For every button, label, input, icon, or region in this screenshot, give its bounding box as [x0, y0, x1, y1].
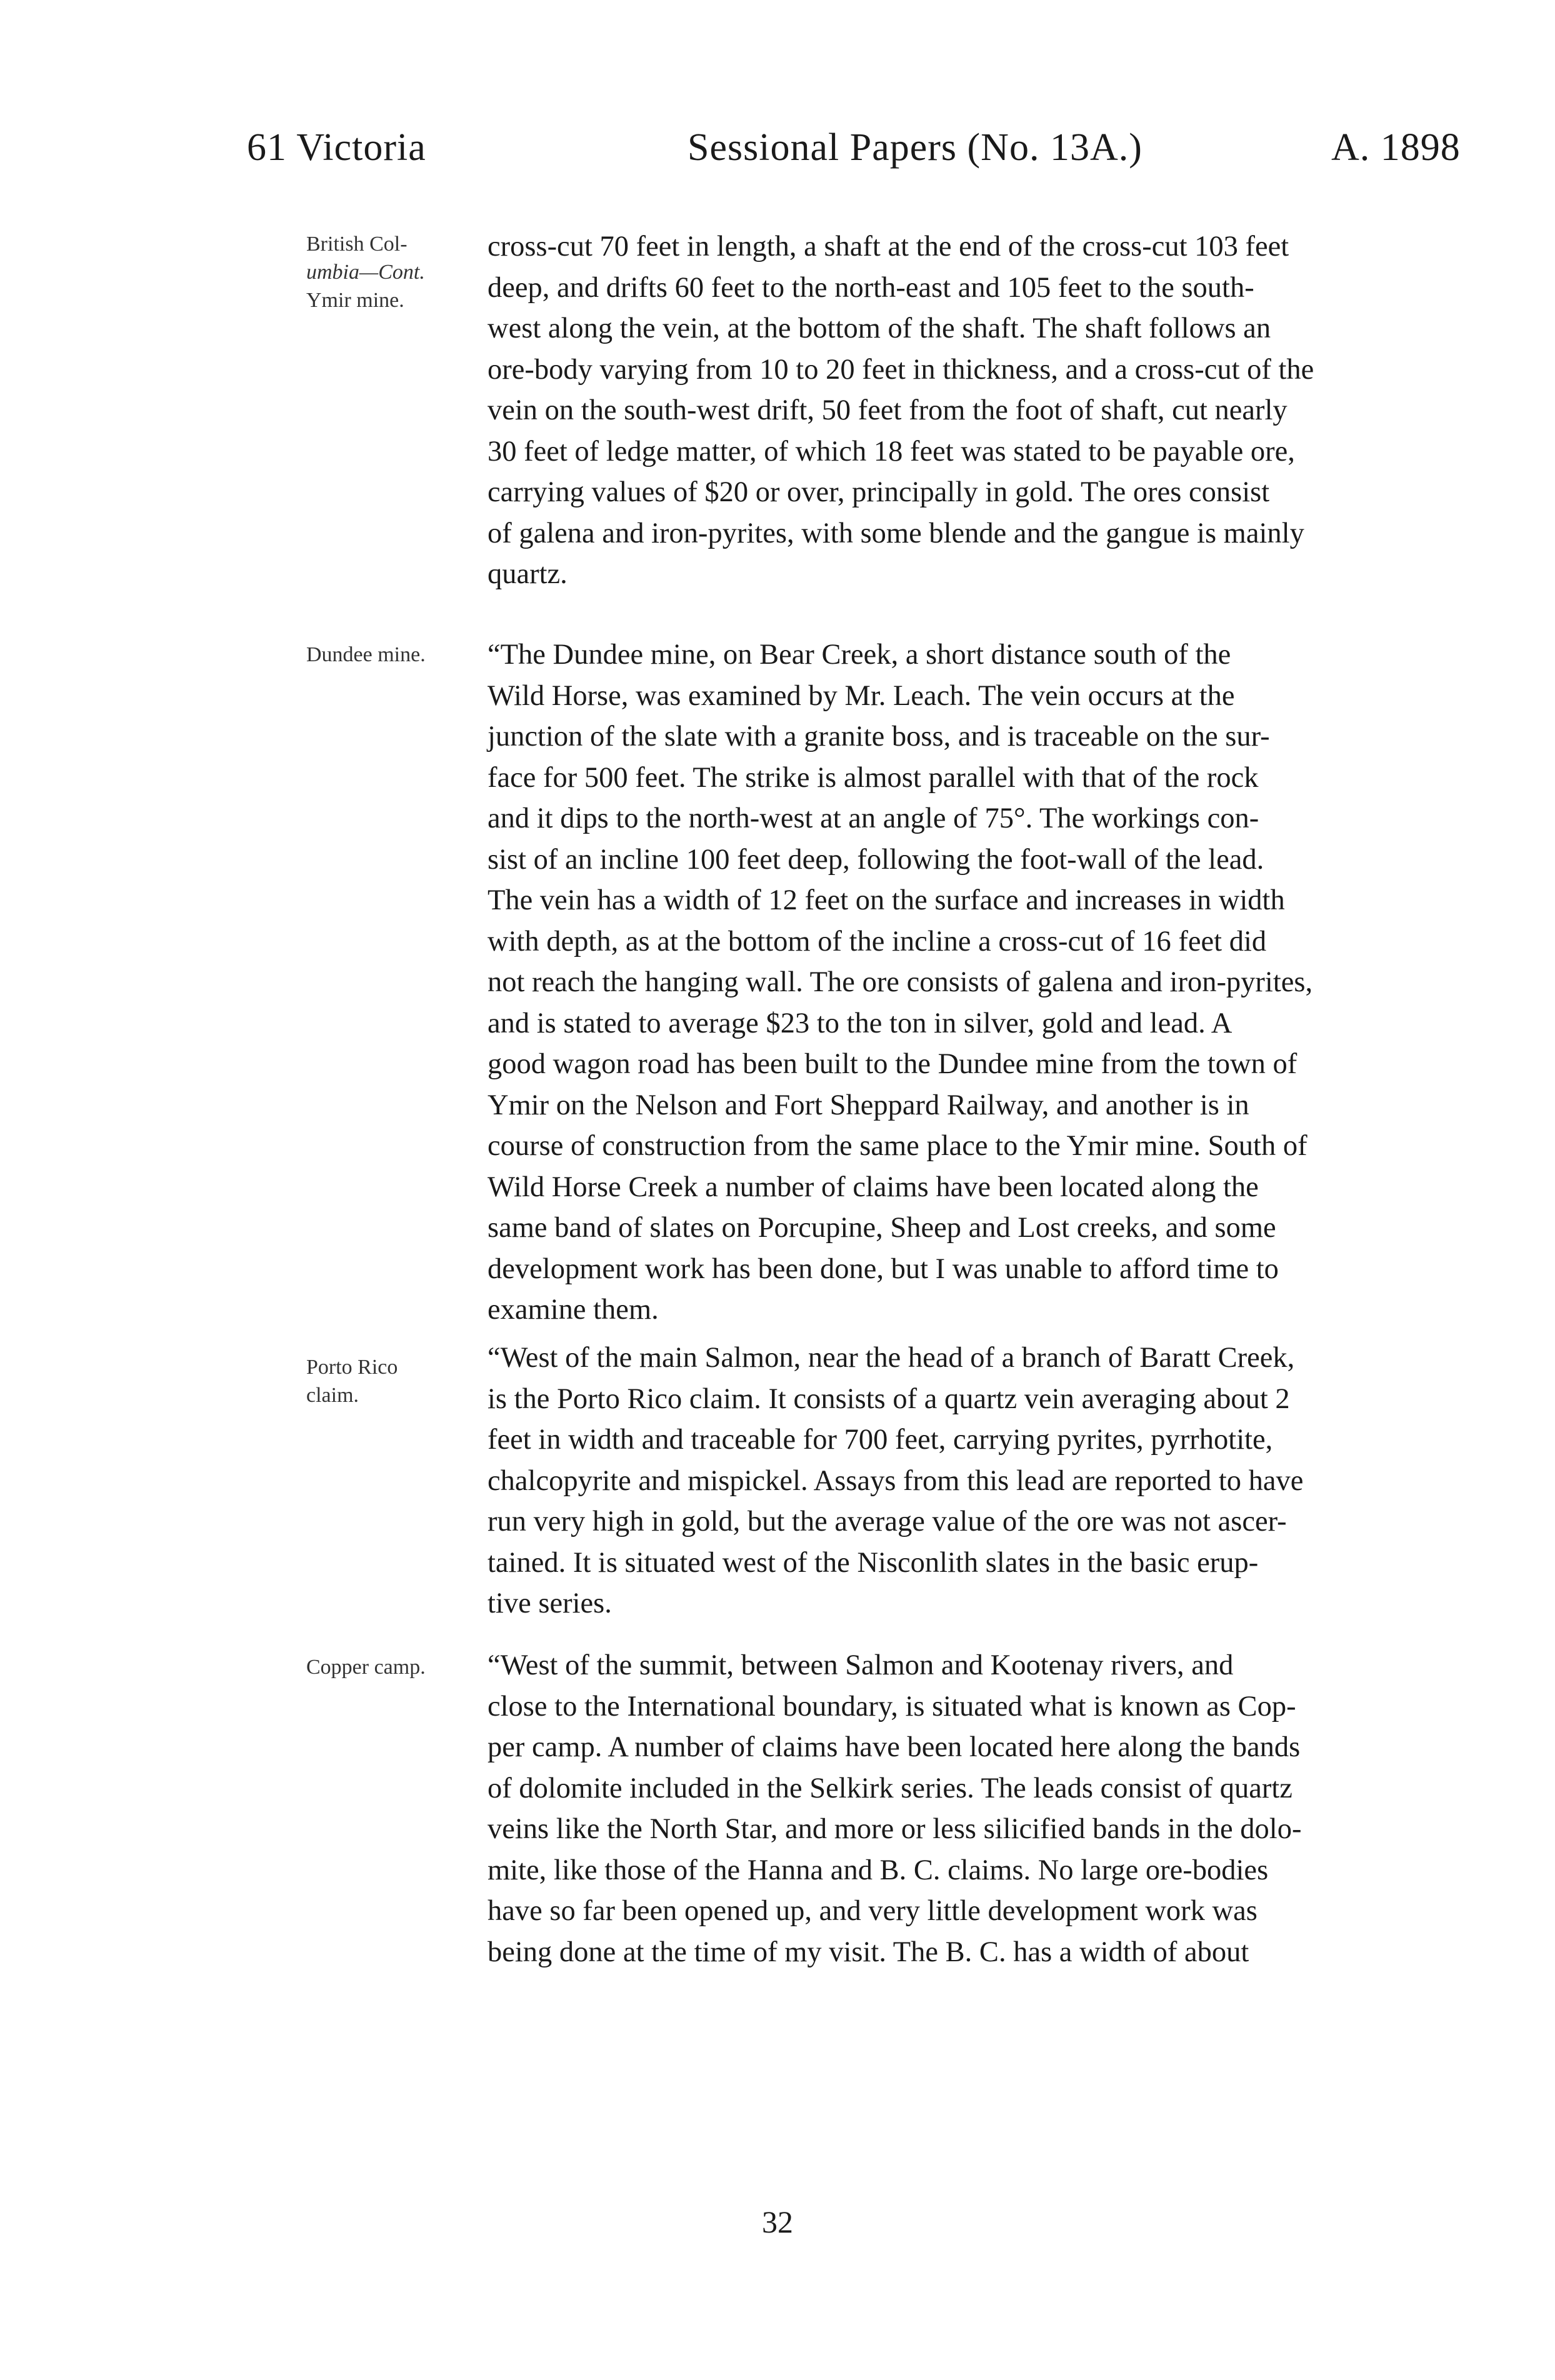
- text-line: mite, like those of the Hanna and B. C. claims. No large ore-bodies: [488, 1854, 1269, 1886]
- header-volume: 61 Victoria: [247, 126, 426, 169]
- text-line: same band of slates on Porcupine, Sheep and Lost creeks, and some: [488, 1212, 1276, 1244]
- text-line: and it dips to the north-west at an angle of 75°. The workings con-: [488, 802, 1259, 834]
- sidenote-line: Porto Rico: [306, 1356, 398, 1379]
- text-line: sist of an incline 100 feet deep, following the foot-wall of the lead.: [488, 843, 1264, 876]
- text-line: Wild Horse, was examined by Mr. Leach. The vein occurs at the: [488, 679, 1235, 712]
- text-line: The vein has a width of 12 feet on the surface and increases in width: [488, 884, 1285, 916]
- sidenote-line: claim.: [306, 1384, 359, 1407]
- sidenote-line: Ymir mine.: [306, 289, 404, 312]
- header-title: Sessional Papers (No. 13A.): [688, 126, 1142, 169]
- text-line: close to the International boundary, is situated what is known as Cop-: [488, 1690, 1296, 1722]
- text-line: 30 feet of ledge matter, of which 18 feet was stated to be payable ore,: [488, 435, 1295, 468]
- text-line: “West of the summit, between Salmon and Kootenay rivers, and: [488, 1649, 1234, 1681]
- text-line: cross-cut 70 feet in length, a shaft at the end of the cross-cut 103 feet: [488, 231, 1289, 262]
- text-line: examine them.: [488, 1294, 659, 1326]
- paragraph-dundee-mine: [488, 634, 1312, 1331]
- text-line: chalcopyrite and mispickel. Assays from this lead are reported to have: [488, 1464, 1304, 1497]
- text-line: and is stated to average $23 to the ton in silver, gold and lead. A: [488, 1007, 1232, 1039]
- sidenote-line: umbia—Cont.: [306, 261, 425, 284]
- sidenote-line: Dundee mine.: [306, 643, 426, 666]
- paragraph-copper-camp: [488, 1645, 1301, 1972]
- sidenote-ymir-mine: [306, 230, 425, 314]
- text-line: development work has been done, but I was unable to afford time to: [488, 1252, 1279, 1285]
- sidenote-copper-camp: [306, 1653, 426, 1681]
- text-line: not reach the hanging wall. The ore consists of galena and iron-pyrites,: [488, 966, 1313, 998]
- text-line: of dolomite included in the Selkirk series. The leads consist of quartz: [488, 1772, 1292, 1804]
- text-line: face for 500 feet. The strike is almost parallel with that of the rock: [488, 761, 1259, 794]
- text-line: deep, and drifts 60 feet to the north-east and 105 feet to the south-: [488, 271, 1254, 304]
- text-line: vein on the south-west drift, 50 feet from the foot of shaft, cut nearly: [488, 394, 1288, 426]
- text-line: tained. It is situated west of the Nisconlith slates in the basic erup-: [488, 1546, 1259, 1579]
- page-number: 32: [762, 2204, 793, 2239]
- sidenote-line: British Col-: [306, 232, 408, 256]
- text-line: ore-body varying from 10 to 20 feet in thickness, and a cross-cut of the: [488, 353, 1314, 386]
- sidenote-porto-rico: [306, 1353, 398, 1409]
- text-line: is the Porto Rico claim. It consists of a quartz vein averaging about 2: [488, 1382, 1290, 1415]
- text-line: “The Dundee mine, on Bear Creek, a short distance south of the: [488, 639, 1231, 671]
- paragraph-porto-rico: [488, 1338, 1303, 1624]
- text-line: have so far been opened up, and very little development work was: [488, 1895, 1258, 1927]
- text-line: run very high in gold, but the average value of the ore was not ascer-: [488, 1506, 1287, 1538]
- text-line: “West of the main Salmon, near the head of a branch of Baratt Creek,: [488, 1342, 1295, 1374]
- header-year: A. 1898: [1331, 126, 1461, 169]
- sidenote-line: Copper camp.: [306, 1656, 426, 1679]
- text-line: per camp. A number of claims have been located here along the bands: [488, 1731, 1301, 1763]
- text-line: Wild Horse Creek a number of claims have been located along the: [488, 1171, 1259, 1203]
- text-line: being done at the time of my visit. The B. C. has a width of about: [488, 1936, 1249, 1968]
- text-line: of galena and iron-pyrites, with some blende and the gangue is mainly: [488, 517, 1304, 549]
- sidenote-dundee-mine: [306, 641, 426, 669]
- text-line: veins like the North Star, and more or less silicified bands in the dolo-: [488, 1813, 1302, 1845]
- text-line: good wagon road has been built to the Dundee mine from the town of: [488, 1048, 1298, 1080]
- text-line: carrying values of $20 or over, principally in gold. The ores consist: [488, 476, 1270, 508]
- text-line: west along the vein, at the bottom of the shaft. The shaft follows an: [488, 312, 1271, 344]
- text-line: course of construction from the same place to the Ymir mine. South of: [488, 1130, 1308, 1162]
- paragraph-ymir-mine: [488, 226, 1314, 595]
- text-line: tive series.: [488, 1588, 612, 1619]
- text-line: junction of the slate with a granite boss, and is traceable on the sur-: [488, 721, 1270, 752]
- text-line: with depth, as at the bottom of the incline a cross-cut of 16 feet did: [488, 925, 1267, 958]
- text-line: Ymir on the Nelson and Fort Sheppard Railway, and another is in: [488, 1089, 1249, 1121]
- text-line: quartz.: [488, 558, 568, 590]
- text-line: feet in width and traceable for 700 feet, carrying pyrites, pyrrhotite,: [488, 1424, 1273, 1456]
